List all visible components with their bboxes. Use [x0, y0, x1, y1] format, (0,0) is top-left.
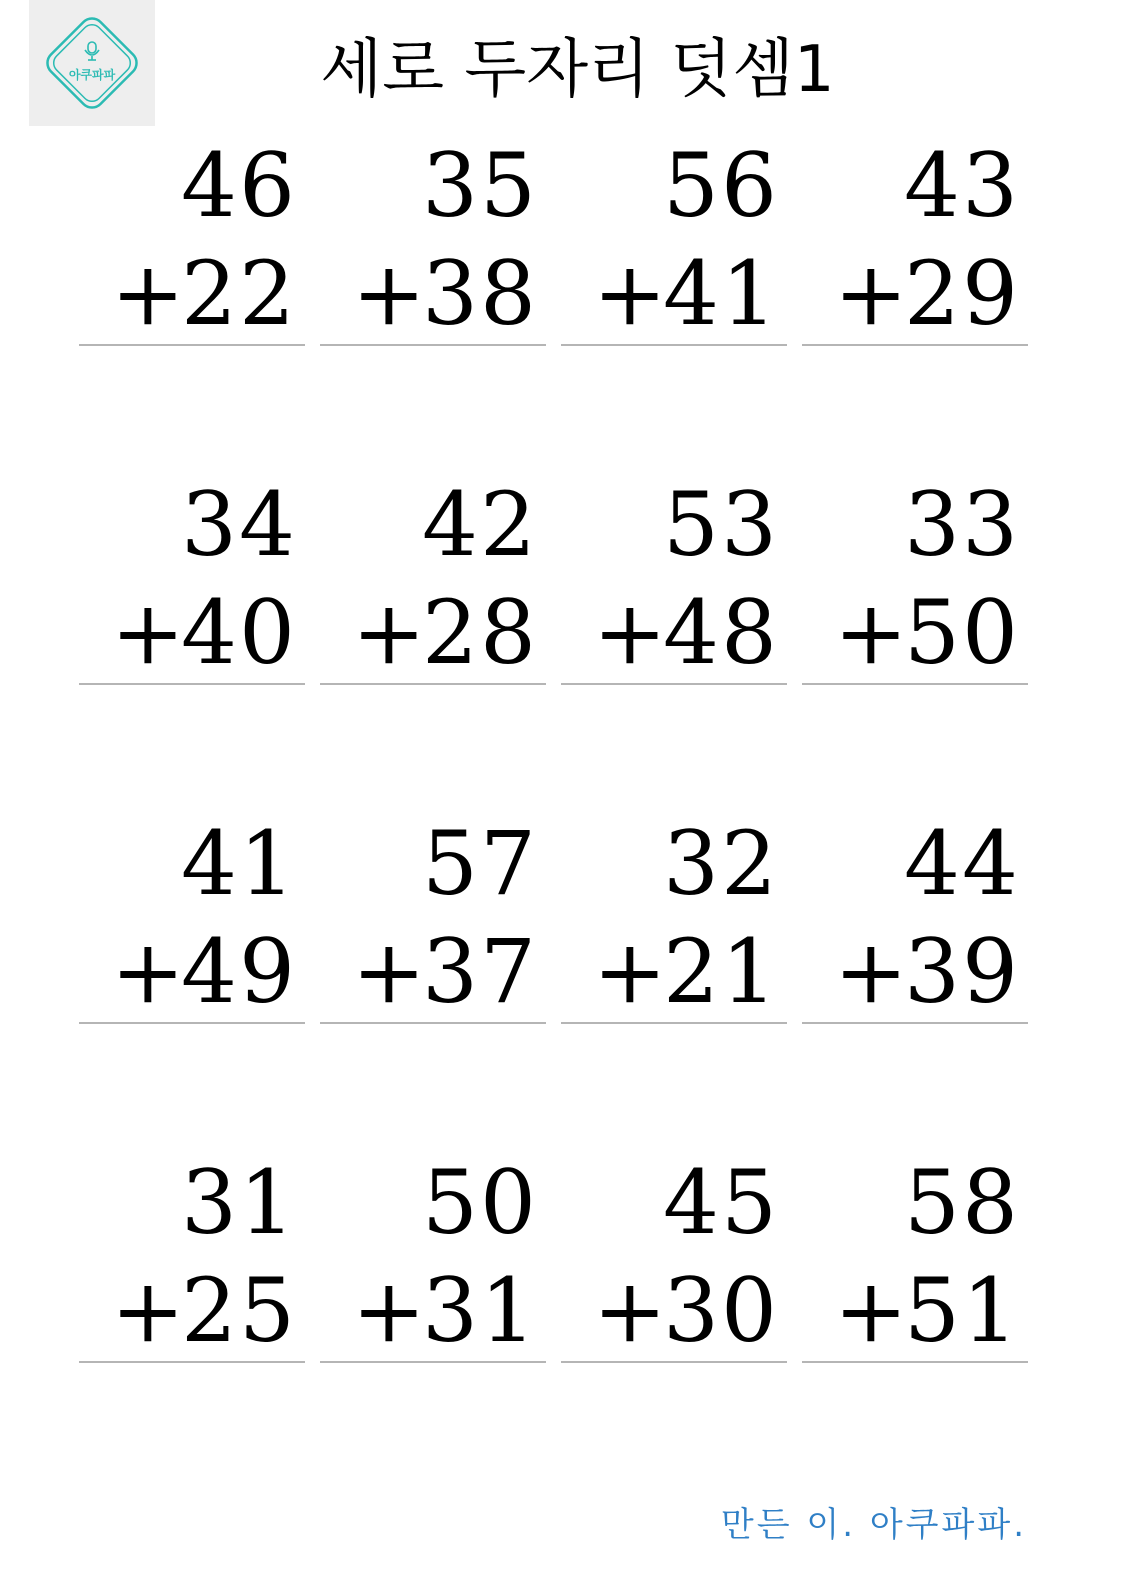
plus-sign: + — [834, 1259, 908, 1362]
addend-bottom: 29 — [904, 242, 1020, 345]
addend-bottom: 48 — [663, 581, 779, 684]
problem-row — [79, 132, 1039, 471]
addend-top: 58 — [904, 1151, 1020, 1254]
answer-line — [802, 344, 1028, 346]
answer-line — [79, 1022, 305, 1024]
addition-problem — [320, 810, 546, 1026]
addend-top: 35 — [422, 134, 538, 237]
addend-top: 57 — [422, 812, 538, 915]
addend-bottom: 51 — [904, 1259, 1020, 1362]
addition-problem — [561, 810, 787, 1026]
answer-line — [561, 344, 787, 346]
addend-bottom: 31 — [422, 1259, 538, 1362]
answer-line — [79, 1361, 305, 1363]
addition-problem — [320, 1149, 546, 1365]
addition-problem — [802, 1149, 1028, 1365]
answer-line — [320, 1022, 546, 1024]
plus-sign: + — [111, 920, 185, 1023]
addend-top: 32 — [663, 812, 779, 915]
addition-problem — [561, 1149, 787, 1365]
addend-top: 53 — [663, 473, 779, 576]
plus-sign: + — [834, 581, 908, 684]
addend-bottom: 40 — [181, 581, 297, 684]
addend-bottom: 50 — [904, 581, 1020, 684]
answer-line — [320, 683, 546, 685]
answer-line — [802, 1022, 1028, 1024]
answer-line — [79, 683, 305, 685]
addend-top: 33 — [904, 473, 1020, 576]
addition-problem — [79, 471, 305, 687]
plus-sign: + — [834, 242, 908, 345]
answer-line — [561, 1361, 787, 1363]
problem-row — [79, 471, 1039, 810]
plus-sign: + — [352, 581, 426, 684]
addend-bottom: 25 — [181, 1259, 297, 1362]
addend-bottom: 38 — [422, 242, 538, 345]
plus-sign: + — [834, 920, 908, 1023]
answer-line — [802, 1361, 1028, 1363]
addend-top: 56 — [663, 134, 779, 237]
author-credit: 만든 이. 아쿠파파. — [720, 1505, 1027, 1545]
addend-top: 44 — [904, 812, 1020, 915]
addend-top: 41 — [181, 812, 297, 915]
addend-top: 50 — [422, 1151, 538, 1254]
answer-line — [320, 1361, 546, 1363]
answer-line — [561, 1022, 787, 1024]
plus-sign: + — [593, 581, 667, 684]
addend-bottom: 39 — [904, 920, 1020, 1023]
answer-line — [320, 344, 546, 346]
logo-text: 아쿠파파 — [68, 68, 116, 82]
addition-problem — [561, 471, 787, 687]
plus-sign: + — [352, 920, 426, 1023]
addend-top: 34 — [181, 473, 297, 576]
addition-problem — [79, 810, 305, 1026]
addition-problem — [802, 810, 1028, 1026]
addend-bottom: 37 — [422, 920, 538, 1023]
addition-problem — [79, 1149, 305, 1365]
addition-problem — [320, 471, 546, 687]
addend-bottom: 30 — [663, 1259, 779, 1362]
plus-sign: + — [111, 581, 185, 684]
plus-sign: + — [593, 242, 667, 345]
addend-bottom: 28 — [422, 581, 538, 684]
plus-sign: + — [352, 242, 426, 345]
plus-sign: + — [593, 920, 667, 1023]
addend-bottom: 22 — [181, 242, 297, 345]
addend-top: 42 — [422, 473, 538, 576]
addend-top: 45 — [663, 1151, 779, 1254]
addend-bottom: 21 — [663, 920, 779, 1023]
plus-sign: + — [111, 1259, 185, 1362]
addition-problem — [320, 132, 546, 348]
addend-bottom: 41 — [663, 242, 779, 345]
addition-problem — [79, 132, 305, 348]
addend-top: 31 — [181, 1151, 297, 1254]
answer-line — [561, 683, 787, 685]
addition-problem — [802, 471, 1028, 687]
answer-line — [802, 683, 1028, 685]
plus-sign: + — [111, 242, 185, 345]
problem-grid — [79, 132, 1039, 1488]
plus-sign: + — [352, 1259, 426, 1362]
addend-top: 43 — [904, 134, 1020, 237]
addition-problem — [802, 132, 1028, 348]
addend-top: 46 — [181, 134, 297, 237]
problem-row — [79, 1149, 1039, 1488]
page-title: 세로 두자리 덧셈1 — [320, 33, 835, 107]
addend-bottom: 49 — [181, 920, 297, 1023]
plus-sign: + — [593, 1259, 667, 1362]
addition-problem — [561, 132, 787, 348]
answer-line — [79, 344, 305, 346]
problem-row — [79, 810, 1039, 1149]
